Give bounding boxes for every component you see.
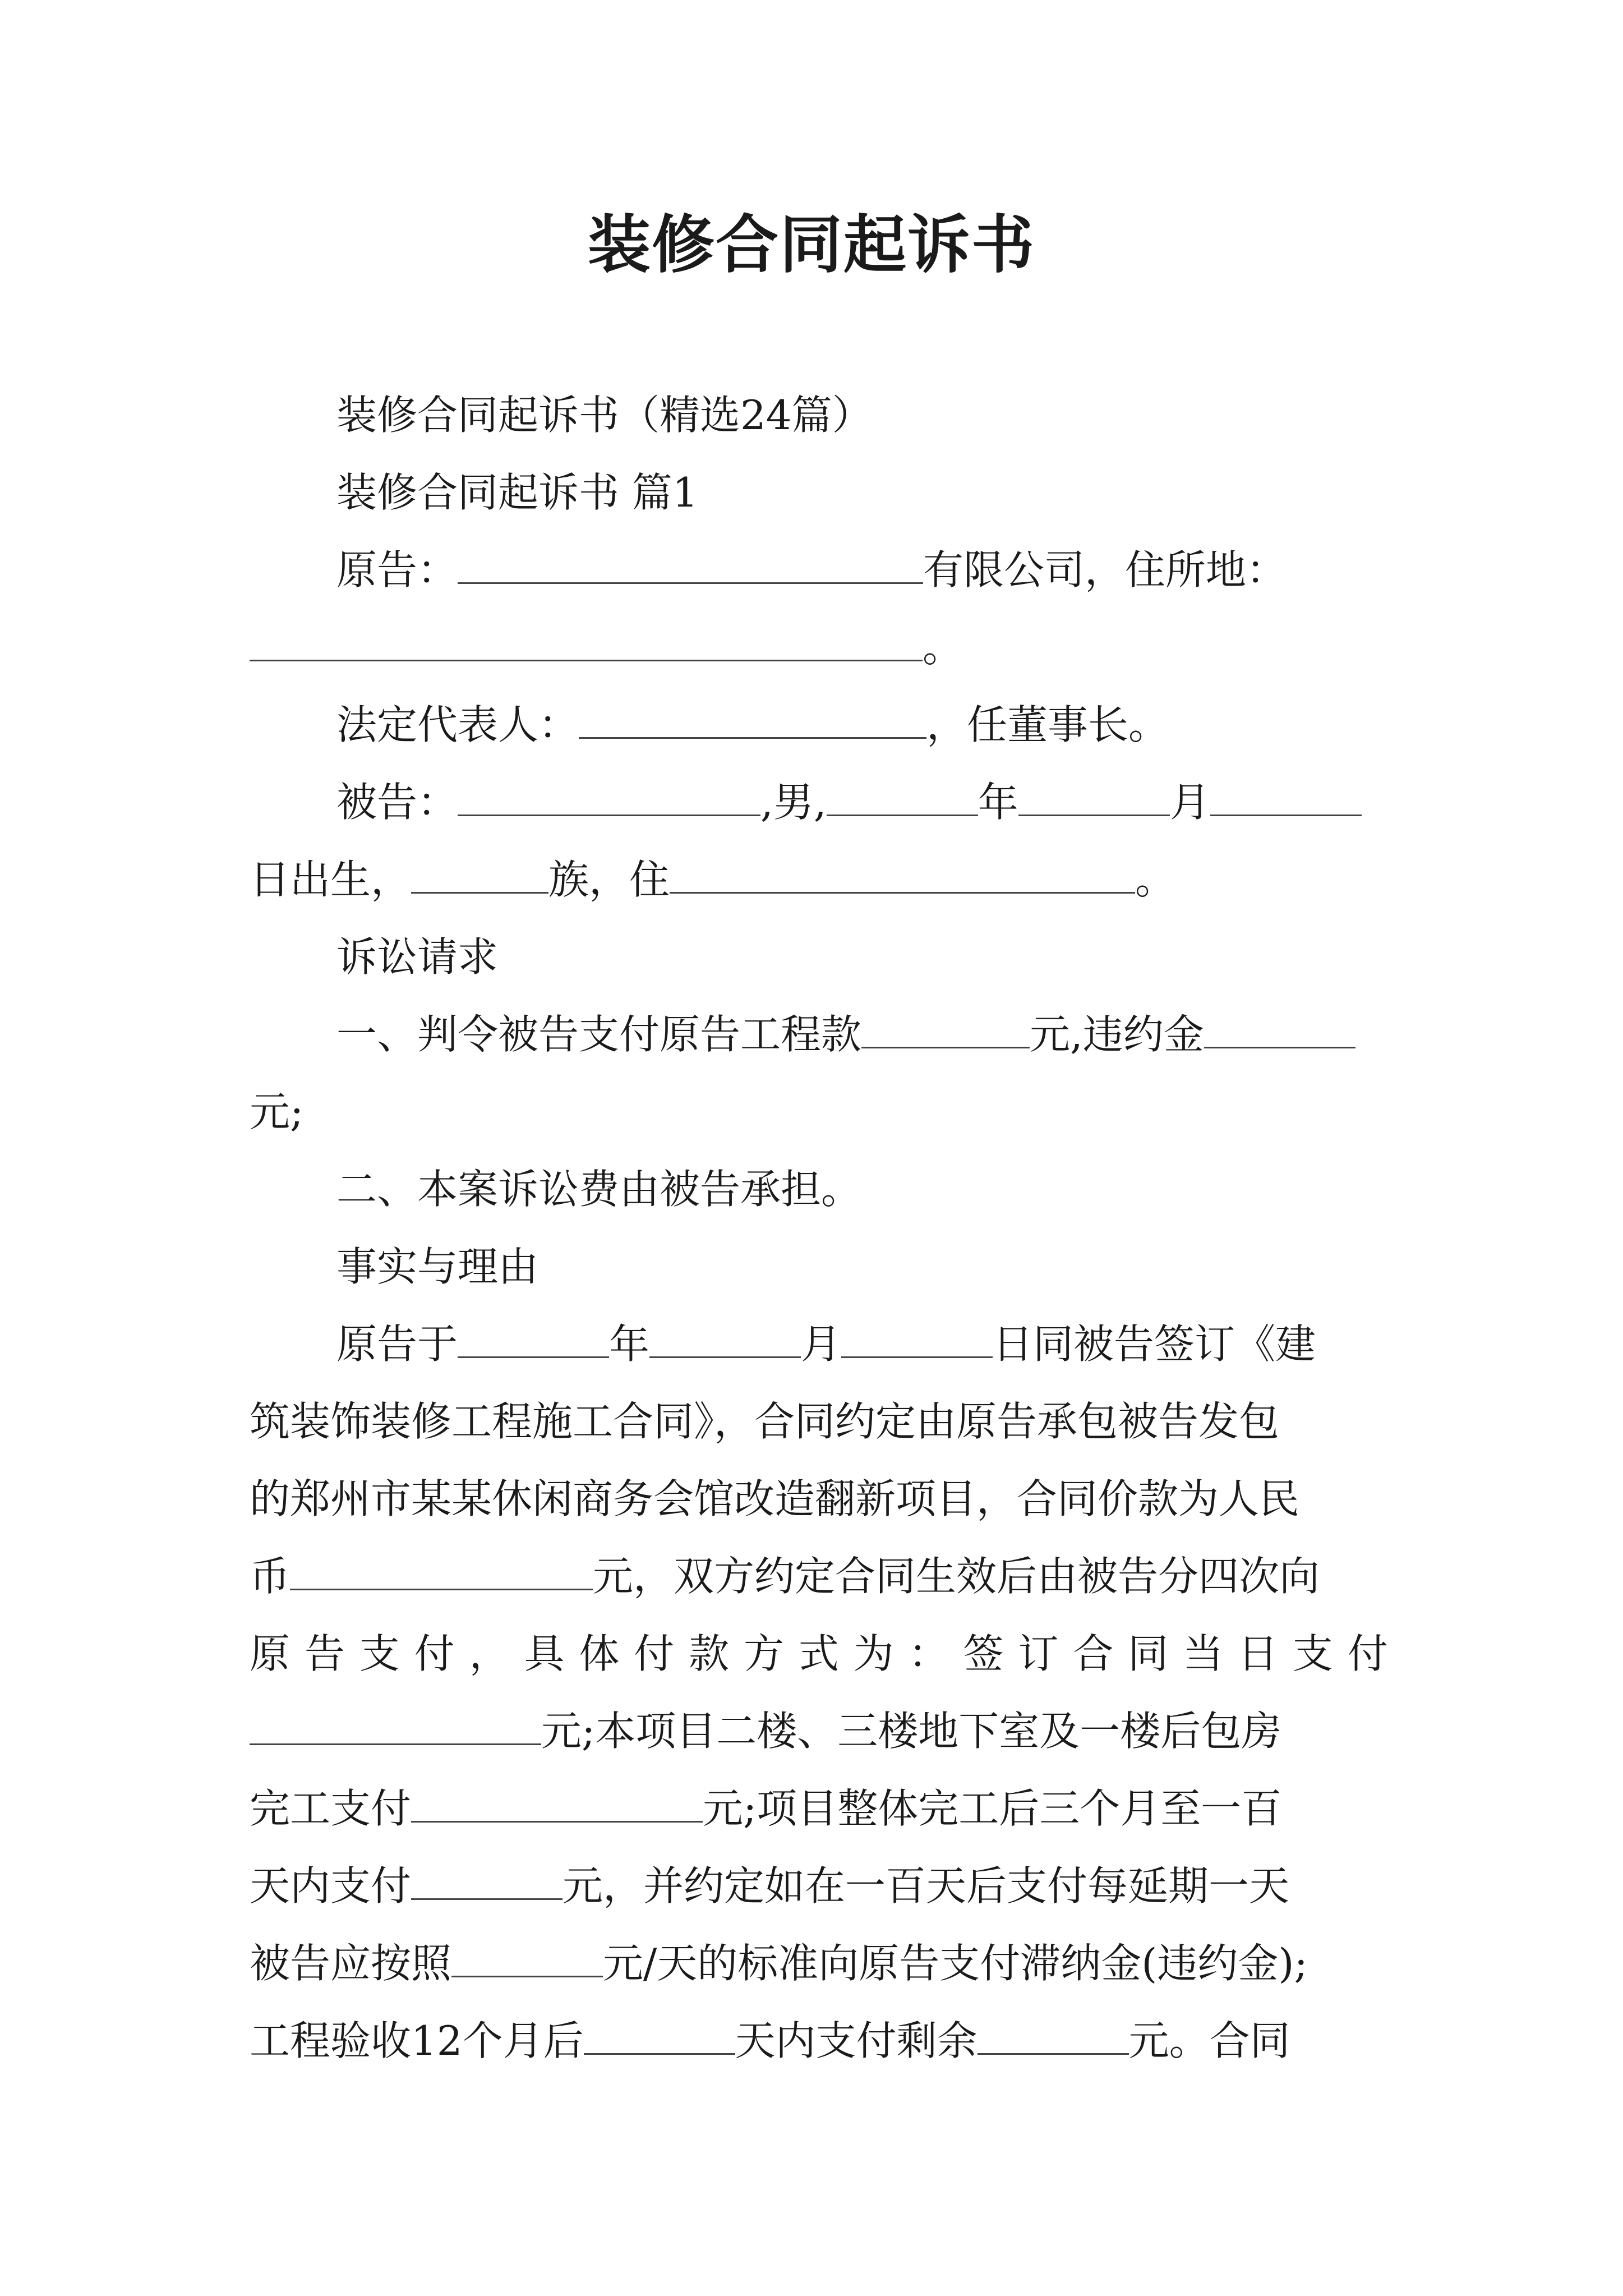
facts-l5-char: ：	[908, 1630, 949, 1677]
penalty-blank	[1204, 1006, 1355, 1048]
defendant-born: 日出生，	[250, 856, 412, 903]
contract-price-blank	[290, 1548, 593, 1590]
subtitle: 装修合同起诉书（精选24篇）	[336, 392, 873, 439]
legal-rep-line	[336, 697, 1388, 753]
plaintiff-line	[336, 542, 1388, 598]
facts-l5-char: 当	[1183, 1630, 1224, 1677]
claim-item-1-end: 元;	[250, 1088, 304, 1135]
defendant-line	[336, 774, 1388, 830]
claim-item-1	[336, 1006, 1388, 1062]
facts-l6: 元;本项目二楼、三楼地下室及一楼后包房	[541, 1708, 1282, 1755]
facts-l5-char: 具	[524, 1630, 565, 1677]
facts-l5-char: 订	[1018, 1630, 1059, 1677]
facts-l10-a: 工程验收12个月后	[250, 2017, 584, 2064]
facts-l5-char: 体	[579, 1630, 620, 1677]
facts-line-7	[250, 1780, 1388, 1837]
first-payment-blank	[250, 1703, 541, 1745]
birth-year-blank	[827, 774, 978, 816]
facts-l5-char: 付	[634, 1630, 675, 1677]
plaintiff-address-blank	[250, 619, 923, 661]
facts-l1-a: 原告于	[336, 1320, 458, 1368]
defendant-line-2	[250, 852, 1388, 908]
facts-line-6	[250, 1703, 1388, 1759]
final-days-blank	[584, 2013, 735, 2055]
defendant-label: 被告：	[336, 779, 458, 826]
facts-line-4	[250, 1548, 1388, 1604]
ethnic-blank	[411, 852, 548, 894]
facts-l5-char: ，	[469, 1630, 510, 1677]
birth-day-blank	[1210, 774, 1362, 816]
defendant-name-blank	[458, 774, 760, 816]
section-heading: 装修合同起诉书 篇1	[336, 469, 698, 516]
plaintiff-company-suffix: 有限公司，住所地：	[923, 546, 1287, 593]
sign-day-blank	[841, 1316, 993, 1358]
facts-l5-char: 式	[798, 1630, 839, 1677]
claims-heading: 诉讼请求	[336, 933, 499, 981]
facts-l4-a: 币	[250, 1553, 291, 1600]
facts-l5-char: 支	[359, 1630, 400, 1677]
remaining-amount-blank	[978, 2013, 1129, 2055]
facts-line-8	[250, 1858, 1388, 1914]
facts-l7-a: 完工支付	[250, 1785, 412, 1832]
facts-line-10	[250, 2013, 1388, 2069]
plaintiff-name-blank	[458, 542, 923, 584]
facts-l8-b: 元，并约定如在一百天后支付每延期一天	[562, 1862, 1290, 1910]
claim-item-2: 二、本案诉讼费由被告承担。	[336, 1166, 862, 1213]
third-payment-blank	[411, 1858, 562, 1900]
plaintiff-label: 原告：	[336, 546, 458, 593]
defendant-address-blank	[670, 852, 1135, 894]
facts-l1-month: 月	[801, 1320, 842, 1368]
facts-l5-char: 支	[1292, 1630, 1333, 1677]
facts-l5-char: 合	[1073, 1630, 1114, 1677]
facts-l5-char: 付	[414, 1630, 455, 1677]
legal-rep-label: 法定代表人：	[336, 701, 579, 748]
facts-l8-a: 天内支付	[250, 1862, 412, 1910]
facts-l1-year: 年	[609, 1320, 650, 1368]
second-payment-blank	[411, 1780, 703, 1823]
claim-item-1-text: 一、判令被告支付原告工程款	[336, 1011, 862, 1058]
facts-l4-b: 元，双方约定合同生效后由被告分四次向	[593, 1553, 1320, 1600]
defendant-end: 。	[1135, 856, 1176, 903]
facts-l5-char: 为	[853, 1630, 894, 1677]
facts-l5-char: 原	[250, 1630, 291, 1677]
plaintiff-address-line	[250, 619, 1388, 675]
facts-l5-char: 同	[1128, 1630, 1169, 1677]
legal-rep-blank	[579, 697, 926, 739]
facts-heading: 事实与理由	[336, 1243, 539, 1290]
facts-l5-char: 款	[689, 1630, 730, 1677]
facts-l1-b: 日同被告签订《建	[993, 1320, 1316, 1368]
facts-l5-char: 告	[304, 1630, 345, 1677]
defendant-ethnic: 族，住	[548, 856, 670, 903]
facts-line-9	[250, 1935, 1388, 1991]
facts-l9-a: 被告应按照	[250, 1940, 452, 1987]
defendant-gender: ,男,	[760, 779, 827, 826]
defendant-year: 年	[978, 779, 1018, 826]
facts-l5-char: 付	[1347, 1630, 1388, 1677]
facts-line-3: 的郑州市某某休闲商务会馆改造翻新项目，合同价款为人民	[250, 1475, 1300, 1522]
document-title: 装修合同起诉书	[588, 209, 1035, 282]
facts-l5-char: 签	[963, 1630, 1004, 1677]
legal-rep-suffix: ，任董事长。	[926, 701, 1169, 748]
claim-item-1-penalty: 元,违约金	[1030, 1011, 1204, 1058]
sign-year-blank	[458, 1316, 609, 1358]
birth-month-blank	[1018, 774, 1170, 816]
project-payment-blank	[861, 1006, 1030, 1048]
facts-line-1	[336, 1316, 1388, 1372]
facts-l5-char: 日	[1238, 1630, 1279, 1677]
facts-l10-b: 天内支付剩余	[735, 2017, 978, 2064]
facts-l5-char: 方	[744, 1630, 785, 1677]
daily-penalty-blank	[451, 1935, 603, 1977]
facts-l9-b: 元/天的标准向原告支付滞纳金(违约金);	[603, 1940, 1308, 1987]
facts-line-5	[250, 1626, 1388, 1682]
facts-l7-b: 元;项目整体完工后三个月至一百	[703, 1785, 1282, 1832]
defendant-month: 月	[1169, 779, 1210, 826]
facts-line-2: 筑装饰装修工程施工合同》，合同约定由原告承包被告发包	[250, 1398, 1280, 1445]
sign-month-blank	[649, 1316, 801, 1358]
plaintiff-address-end: 。	[923, 624, 963, 671]
facts-l10-c: 元。合同	[1128, 2017, 1290, 2064]
